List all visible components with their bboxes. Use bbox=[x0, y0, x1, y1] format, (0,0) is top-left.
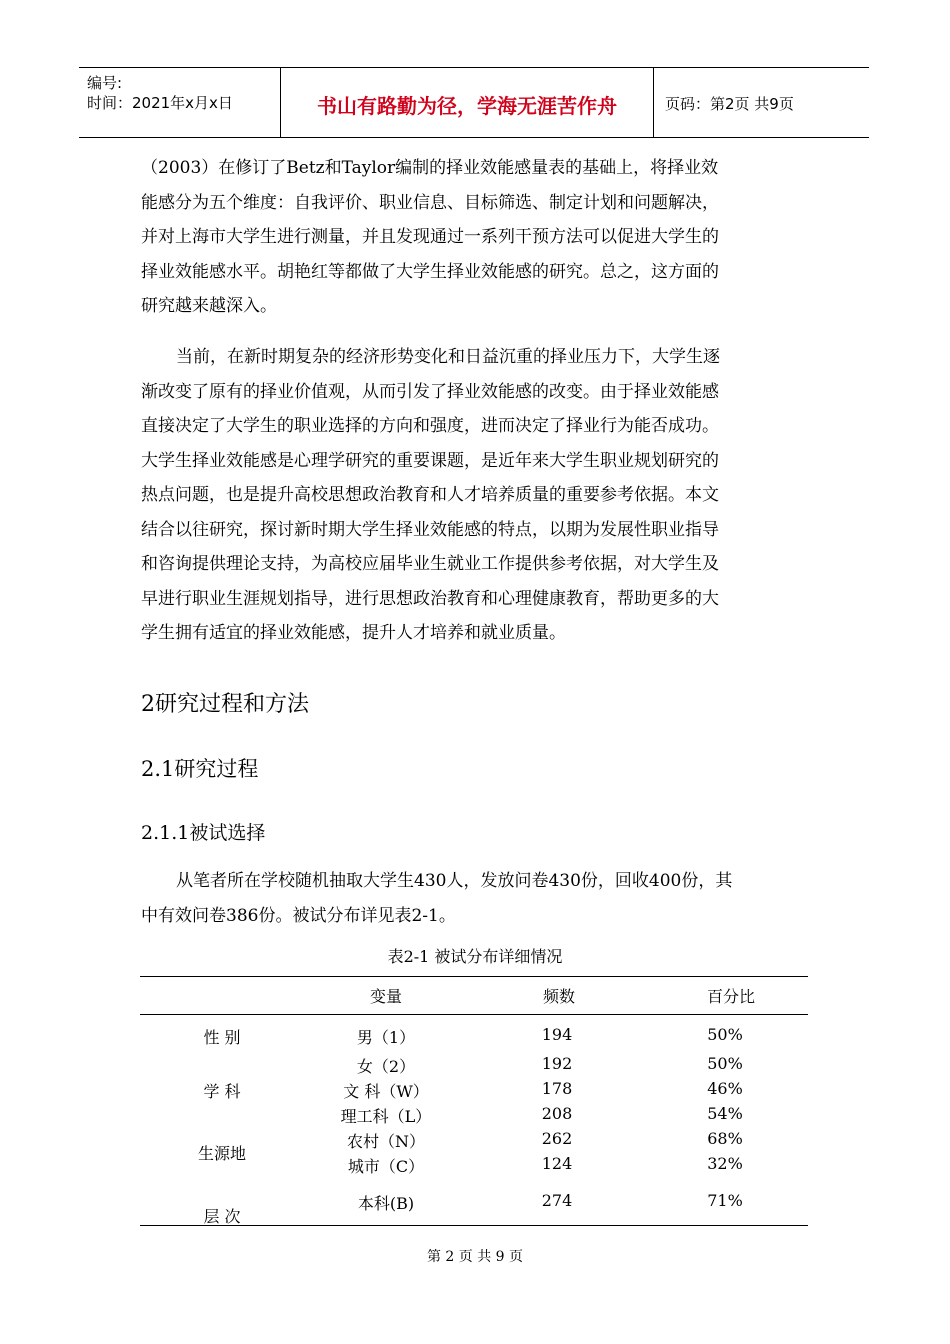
text-line: 学生拥有适宜的择业效能感，提升人才培养和就业质量。 bbox=[141, 623, 566, 643]
text-line: 结合以往研究，探讨新时期大学生择业效能感的特点，以期为发展性职业指导 bbox=[141, 519, 719, 540]
number-label: 编号: bbox=[87, 74, 123, 92]
section-heading: 2研究过程和方法 bbox=[141, 692, 309, 717]
table-cell: 50% bbox=[707, 1054, 743, 1073]
table-cell: 城市（C） bbox=[347, 1157, 425, 1176]
header-page-label: 页码：第2页 共9页 bbox=[665, 95, 794, 113]
table-cell: 46% bbox=[707, 1079, 743, 1098]
text-line: 渐改变了原有的择业价值观，从而引发了择业效能感的改变。由于择业效能感 bbox=[141, 381, 719, 402]
page-header bbox=[79, 67, 869, 138]
text-line: 从笔者所在学校随机抽取大学生430人，发放问卷430份，回收400份，其 bbox=[176, 871, 733, 891]
table-cell: 50% bbox=[707, 1025, 743, 1044]
text-line: 中有效问卷386份。被试分布详见表2-1。 bbox=[141, 905, 456, 926]
time-label: 时间：2021年x月x日 bbox=[87, 94, 233, 112]
page-footer: 第 2 页 共 9 页 bbox=[426, 1249, 524, 1265]
table-cell: 192 bbox=[541, 1054, 573, 1073]
header-divider bbox=[653, 68, 654, 137]
table-cell: 本科(B) bbox=[357, 1194, 415, 1213]
text-line: 研究越来越深入。 bbox=[141, 296, 277, 316]
subsubsection-heading: 2.1.1被试选择 bbox=[141, 822, 266, 844]
group-label: 层 次 bbox=[203, 1207, 241, 1226]
text-line: 直接决定了大学生的职业选择的方向和强度，进而决定了择业行为能否成功。 bbox=[141, 416, 719, 436]
table-cell: 54% bbox=[707, 1104, 743, 1123]
paragraph-1 bbox=[141, 151, 811, 324]
paragraph-3 bbox=[141, 864, 811, 933]
text-line: 热点问题，也是提升高校思想政治教育和人才培养质量的重要参考依据。本文 bbox=[141, 485, 719, 505]
table-cell: 女（2） bbox=[356, 1057, 416, 1076]
table-cell: 124 bbox=[541, 1154, 573, 1173]
table-cell: 农村（N） bbox=[346, 1132, 426, 1151]
text-line: 大学生择业效能感是心理学研究的重要课题，是近年来大学生职业规划研究的 bbox=[141, 450, 719, 471]
column-header: 变量 bbox=[369, 987, 403, 1006]
table-caption: 表2-1 被试分布详细情况 bbox=[387, 947, 563, 966]
header-meta bbox=[87, 73, 233, 113]
text-line: 早进行职业生涯规划指导，进行思想政治教育和心理健康教育，帮助更多的大 bbox=[141, 588, 719, 609]
paragraph-2 bbox=[141, 340, 811, 651]
table-header-rule bbox=[140, 1014, 808, 1015]
header-motto: 书山有路勤为径，学海无涯苦作舟 bbox=[317, 94, 617, 118]
table-cell: 274 bbox=[541, 1191, 573, 1210]
table-cell: 194 bbox=[541, 1025, 573, 1044]
table-cell: 理工科（L） bbox=[340, 1107, 432, 1126]
table-cell: 71% bbox=[707, 1191, 743, 1210]
text-line: 当前，在新时期复杂的经济形势变化和日益沉重的择业压力下，大学生逐 bbox=[176, 347, 720, 367]
table-cell: 68% bbox=[707, 1129, 743, 1148]
table-cell: 文 科（W） bbox=[343, 1082, 429, 1101]
table-cell: 32% bbox=[707, 1154, 743, 1173]
text-line: 和咨询提供理论支持，为高校应届毕业生就业工作提供参考依据，对大学生及 bbox=[141, 554, 719, 574]
table-top-rule bbox=[140, 976, 808, 977]
subsection-heading: 2.1研究过程 bbox=[141, 757, 259, 781]
text-line: （2003）在修订了Betz和Taylor编制的择业效能感量表的基础上，将择业效 bbox=[141, 158, 719, 178]
column-header: 百分比 bbox=[706, 987, 756, 1006]
group-label: 生源地 bbox=[197, 1144, 247, 1163]
text-line: 能感分为五个维度：自我评价、职业信息、目标筛选、制定计划和问题解决， bbox=[141, 192, 719, 213]
table-cell: 262 bbox=[541, 1129, 573, 1148]
group-label: 性 别 bbox=[203, 1028, 241, 1047]
column-header: 频数 bbox=[542, 987, 576, 1006]
table-cell: 男（1） bbox=[356, 1028, 416, 1047]
table-cell: 178 bbox=[541, 1079, 573, 1098]
text-line: 并对上海市大学生进行测量，并且发现通过一系列干预方法可以促进大学生的 bbox=[141, 227, 719, 247]
text-line: 择业效能感水平。胡艳红等都做了大学生择业效能感的研究。总之，这方面的 bbox=[141, 261, 719, 282]
group-label: 学 科 bbox=[203, 1082, 241, 1101]
table-cell: 208 bbox=[541, 1104, 573, 1123]
